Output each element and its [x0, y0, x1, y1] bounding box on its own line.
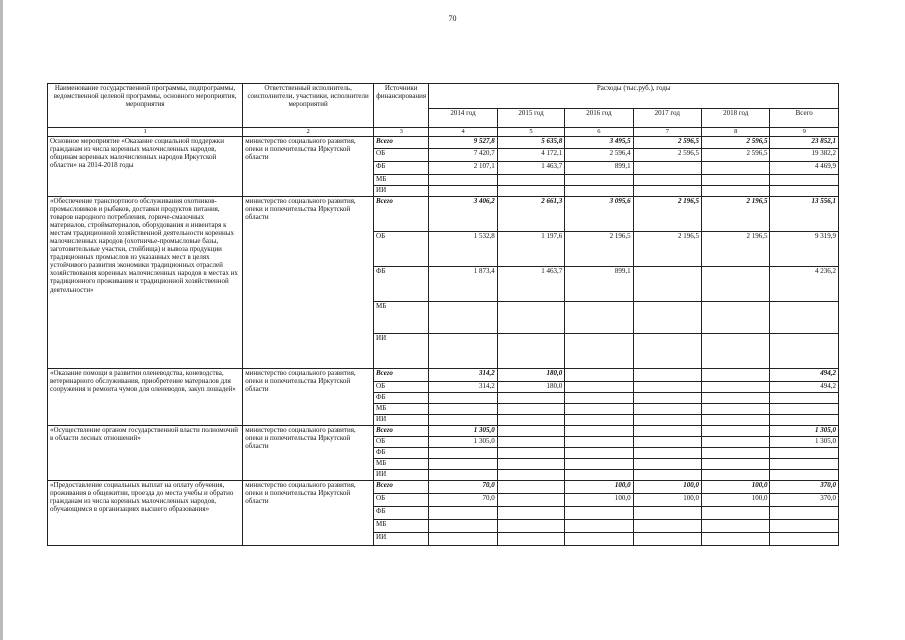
- amount-cell: 2 196,5: [702, 232, 770, 267]
- amount-cell: [429, 393, 497, 404]
- total-cell: [770, 459, 839, 470]
- amount-cell: [497, 334, 564, 369]
- amount-cell: [702, 437, 770, 448]
- amount-cell: [633, 459, 701, 470]
- amount-cell: [497, 459, 564, 470]
- amount-cell: [429, 459, 497, 470]
- amount-cell: 1 873,4: [429, 267, 497, 302]
- amount-cell: [633, 393, 701, 404]
- responsible-executor: министерство социального развития, опеки и попечительства Иркутской области: [243, 369, 374, 426]
- amount-cell: 2 596,5: [633, 137, 701, 149]
- total-cell: 9 319,9: [770, 232, 839, 267]
- amount-cell: [565, 369, 633, 382]
- table-row: [48, 481, 839, 494]
- amount-cell: 1 197,6: [497, 232, 564, 267]
- funding-source: Всего: [374, 197, 429, 232]
- amount-cell: [565, 470, 633, 481]
- funding-source: Всего: [374, 481, 429, 494]
- amount-cell: 100,0: [565, 481, 633, 494]
- amount-cell: [702, 404, 770, 415]
- funding-source: ИИ: [374, 334, 429, 369]
- total-cell: [770, 507, 839, 520]
- amount-cell: [497, 481, 564, 494]
- column-number: 6: [565, 128, 633, 137]
- amount-cell: 314,2: [429, 369, 497, 382]
- responsible-executor: министерство социального развития, опеки и попечительства Иркутской области: [243, 481, 374, 546]
- amount-cell: 2 196,5: [565, 232, 633, 267]
- total-cell: 1 305,0: [770, 426, 839, 437]
- amount-cell: [497, 393, 564, 404]
- amount-cell: [565, 404, 633, 415]
- total-cell: 13 556,1: [770, 197, 839, 232]
- total-cell: 370,0: [770, 494, 839, 507]
- column-number: 7: [633, 128, 701, 137]
- amount-cell: [497, 470, 564, 481]
- funding-source: ФБ: [374, 507, 429, 520]
- total-cell: 494,2: [770, 382, 839, 393]
- funding-source: ИИ: [374, 470, 429, 481]
- amount-cell: [702, 267, 770, 302]
- amount-cell: 1 463,7: [497, 162, 564, 175]
- measure-name: «Обеспечение транспортного обслуживания охотников-промысловиков и рыбаков, доставки продуктов питания, товаров народного потребления, горюче-смазочных материалов, стройматериалов, оборудования и инвентаря к местам традиционной хозяйственной деятельности коренных малочисленных народов (охотничье-промысловые базы, заготовительные участки, стойбища) и вывоза продукции традиционных промыслов из указанных мест в целях устойчивого развития экономики традиционных отраслей хозяйствования коренных малочисленных народов в местах их традиционного проживания и традиционной хозяйственной деятельности»: [48, 197, 243, 369]
- amount-cell: [702, 520, 770, 533]
- amount-cell: [633, 520, 701, 533]
- funding-source: Всего: [374, 137, 429, 149]
- amount-cell: [633, 334, 701, 369]
- amount-cell: 899,1: [565, 267, 633, 302]
- amount-cell: [497, 507, 564, 520]
- funding-source: Всего: [374, 426, 429, 437]
- total-cell: [770, 533, 839, 546]
- responsible-executor: министерство социального развития, опеки и попечительства Иркутской области: [243, 197, 374, 369]
- amount-cell: [565, 382, 633, 393]
- amount-cell: [633, 448, 701, 459]
- amount-cell: 100,0: [565, 494, 633, 507]
- funding-source: ФБ: [374, 267, 429, 302]
- amount-cell: [565, 533, 633, 546]
- amount-cell: [497, 302, 564, 334]
- amount-cell: 2 107,1: [429, 162, 497, 175]
- header-year: 2015 год: [497, 109, 564, 128]
- amount-cell: 314,2: [429, 382, 497, 393]
- funding-source: Всего: [374, 369, 429, 382]
- amount-cell: 1 532,8: [429, 232, 497, 267]
- funding-source: ФБ: [374, 393, 429, 404]
- amount-cell: [565, 448, 633, 459]
- responsible-executor: министерство социального развития, опеки и попечительства Иркутской области: [243, 426, 374, 481]
- funding-source: ФБ: [374, 448, 429, 459]
- amount-cell: 2 596,5: [633, 149, 701, 162]
- amount-cell: [497, 186, 564, 197]
- responsible-executor: министерство социального развития, опеки и попечительства Иркутской области: [243, 137, 374, 197]
- amount-cell: 2 596,5: [702, 149, 770, 162]
- amount-cell: [702, 415, 770, 426]
- funding-source: ОБ: [374, 494, 429, 507]
- page-number: 70: [448, 14, 457, 23]
- amount-cell: [565, 426, 633, 437]
- measure-name: «Предоставление социальных выплат на оплату обучения, проживания в общежитии, проезда до места учебы и обратно гражданам из числа коренных малочисленных народов, обучающимся в организациях высшего образования»: [48, 481, 243, 546]
- amount-cell: 100,0: [633, 494, 701, 507]
- amount-cell: 180,0: [497, 382, 564, 393]
- funding-source: ИИ: [374, 415, 429, 426]
- amount-cell: 3 495,5: [565, 137, 633, 149]
- header-expenses: Расходы (тыс.руб.), годы: [429, 84, 839, 109]
- funding-source: МБ: [374, 302, 429, 334]
- funding-source: МБ: [374, 459, 429, 470]
- total-cell: 4 469,9: [770, 162, 839, 175]
- total-cell: [770, 448, 839, 459]
- column-number: 2: [243, 128, 374, 137]
- amount-cell: [565, 437, 633, 448]
- table-row: [48, 197, 839, 232]
- header-responsible: Ответственный исполнитель, соисполнители, участники, исполнители мероприятий: [243, 84, 374, 128]
- total-cell: [770, 334, 839, 369]
- amount-cell: 4 172,1: [497, 149, 564, 162]
- amount-cell: [633, 267, 701, 302]
- column-numbers-row: [48, 128, 839, 137]
- amount-cell: [429, 520, 497, 533]
- header-source: Источники финансирования: [374, 84, 429, 128]
- amount-cell: [429, 334, 497, 369]
- amount-cell: [633, 404, 701, 415]
- amount-cell: [633, 186, 701, 197]
- amount-cell: [633, 382, 701, 393]
- amount-cell: [633, 426, 701, 437]
- funding-source: МБ: [374, 175, 429, 186]
- total-cell: [770, 175, 839, 186]
- amount-cell: [702, 470, 770, 481]
- amount-cell: [429, 175, 497, 186]
- amount-cell: [565, 507, 633, 520]
- total-cell: 4 236,2: [770, 267, 839, 302]
- amount-cell: [702, 162, 770, 175]
- amount-cell: [565, 175, 633, 186]
- amount-cell: [633, 470, 701, 481]
- amount-cell: 100,0: [702, 494, 770, 507]
- total-cell: [770, 470, 839, 481]
- amount-cell: 70,0: [429, 494, 497, 507]
- amount-cell: [565, 459, 633, 470]
- amount-cell: [429, 470, 497, 481]
- amount-cell: [429, 415, 497, 426]
- amount-cell: [702, 369, 770, 382]
- amount-cell: 899,1: [565, 162, 633, 175]
- amount-cell: 5 635,8: [497, 137, 564, 149]
- total-cell: [770, 404, 839, 415]
- amount-cell: [429, 533, 497, 546]
- amount-cell: 2 196,5: [633, 197, 701, 232]
- amount-cell: [633, 507, 701, 520]
- amount-cell: 1 305,0: [429, 437, 497, 448]
- amount-cell: [497, 437, 564, 448]
- header-year: 2014 год: [429, 109, 497, 128]
- amount-cell: 1 305,0: [429, 426, 497, 437]
- header-year: 2017 год: [633, 109, 701, 128]
- amount-cell: [702, 426, 770, 437]
- funding-source: ОБ: [374, 382, 429, 393]
- amount-cell: [429, 302, 497, 334]
- table-row: [48, 369, 839, 382]
- amount-cell: [702, 393, 770, 404]
- amount-cell: [633, 533, 701, 546]
- amount-cell: [702, 302, 770, 334]
- amount-cell: [429, 448, 497, 459]
- amount-cell: 180,0: [497, 369, 564, 382]
- amount-cell: [702, 507, 770, 520]
- funding-source: МБ: [374, 520, 429, 533]
- total-cell: [770, 520, 839, 533]
- amount-cell: [429, 404, 497, 415]
- amount-cell: [497, 533, 564, 546]
- financing-table: [47, 83, 839, 546]
- amount-cell: [702, 186, 770, 197]
- column-number: 5: [497, 128, 564, 137]
- funding-source: ОБ: [374, 149, 429, 162]
- total-cell: [770, 186, 839, 197]
- total-cell: [770, 302, 839, 334]
- amount-cell: [633, 302, 701, 334]
- funding-source: ФБ: [374, 162, 429, 175]
- table-row: [48, 426, 839, 437]
- header-row-1: [48, 84, 839, 109]
- amount-cell: [429, 186, 497, 197]
- table-row: [48, 137, 839, 149]
- amount-cell: 7 420,7: [429, 149, 497, 162]
- funding-source: ОБ: [374, 437, 429, 448]
- amount-cell: 100,0: [702, 481, 770, 494]
- column-number: 1: [48, 128, 243, 137]
- amount-cell: [497, 448, 564, 459]
- measure-name: «Осуществление органом государственной власти полномочий в области лесных отношений»: [48, 426, 243, 481]
- amount-cell: 2 196,5: [633, 232, 701, 267]
- amount-cell: [702, 448, 770, 459]
- amount-cell: [497, 426, 564, 437]
- funding-source: МБ: [374, 404, 429, 415]
- amount-cell: [633, 162, 701, 175]
- amount-cell: [702, 459, 770, 470]
- amount-cell: [633, 437, 701, 448]
- header-name: Наименование государственной программы, подпрограммы, ведомственной целевой программы, основного мероприятия, мероприятия: [48, 84, 243, 128]
- column-number: 4: [429, 128, 497, 137]
- header-year: 2018 год: [702, 109, 770, 128]
- total-cell: 370,0: [770, 481, 839, 494]
- amount-cell: [497, 520, 564, 533]
- amount-cell: 2 661,3: [497, 197, 564, 232]
- amount-cell: 2 596,4: [565, 149, 633, 162]
- total-cell: 1 305,0: [770, 437, 839, 448]
- header-total: Всего: [770, 109, 839, 128]
- column-number: 8: [702, 128, 770, 137]
- column-number: 9: [770, 128, 839, 137]
- amount-cell: [497, 404, 564, 415]
- amount-cell: 1 463,7: [497, 267, 564, 302]
- amount-cell: 2 596,5: [702, 137, 770, 149]
- amount-cell: [565, 393, 633, 404]
- amount-cell: [633, 415, 701, 426]
- amount-cell: 70,0: [429, 481, 497, 494]
- amount-cell: 9 527,8: [429, 137, 497, 149]
- funding-source: ИИ: [374, 533, 429, 546]
- funding-source: ИИ: [374, 186, 429, 197]
- amount-cell: [565, 302, 633, 334]
- amount-cell: 100,0: [633, 481, 701, 494]
- header-year: 2016 год: [565, 109, 633, 128]
- amount-cell: [565, 334, 633, 369]
- column-number: 3: [374, 128, 429, 137]
- total-cell: [770, 415, 839, 426]
- total-cell: 19 382,2: [770, 149, 839, 162]
- measure-name: Основное мероприятие «Оказание социальной поддержки гражданам из числа коренных малочисленных народов, общинам коренных малочисленных народов Иркутской области» на 2014-2018 годы: [48, 137, 243, 197]
- amount-cell: [429, 507, 497, 520]
- amount-cell: [565, 186, 633, 197]
- amount-cell: [633, 175, 701, 186]
- amount-cell: [497, 415, 564, 426]
- amount-cell: [702, 334, 770, 369]
- amount-cell: 2 196,5: [702, 197, 770, 232]
- amount-cell: [702, 382, 770, 393]
- amount-cell: [702, 533, 770, 546]
- total-cell: 23 852,1: [770, 137, 839, 149]
- amount-cell: [565, 415, 633, 426]
- scan-edge: [0, 0, 3, 640]
- total-cell: [770, 393, 839, 404]
- amount-cell: 3 406,2: [429, 197, 497, 232]
- total-cell: 494,2: [770, 369, 839, 382]
- amount-cell: [497, 494, 564, 507]
- amount-cell: 3 095,6: [565, 197, 633, 232]
- amount-cell: [633, 369, 701, 382]
- amount-cell: [702, 175, 770, 186]
- amount-cell: [497, 175, 564, 186]
- measure-name: «Оказание помощи в развитии оленеводства, коневодства, ветеринарного обслуживания, приобретение материалов для сооружения и ремонта чумов для оленеводов, закуп лошадей»: [48, 369, 243, 426]
- funding-source: ОБ: [374, 232, 429, 267]
- amount-cell: [565, 520, 633, 533]
